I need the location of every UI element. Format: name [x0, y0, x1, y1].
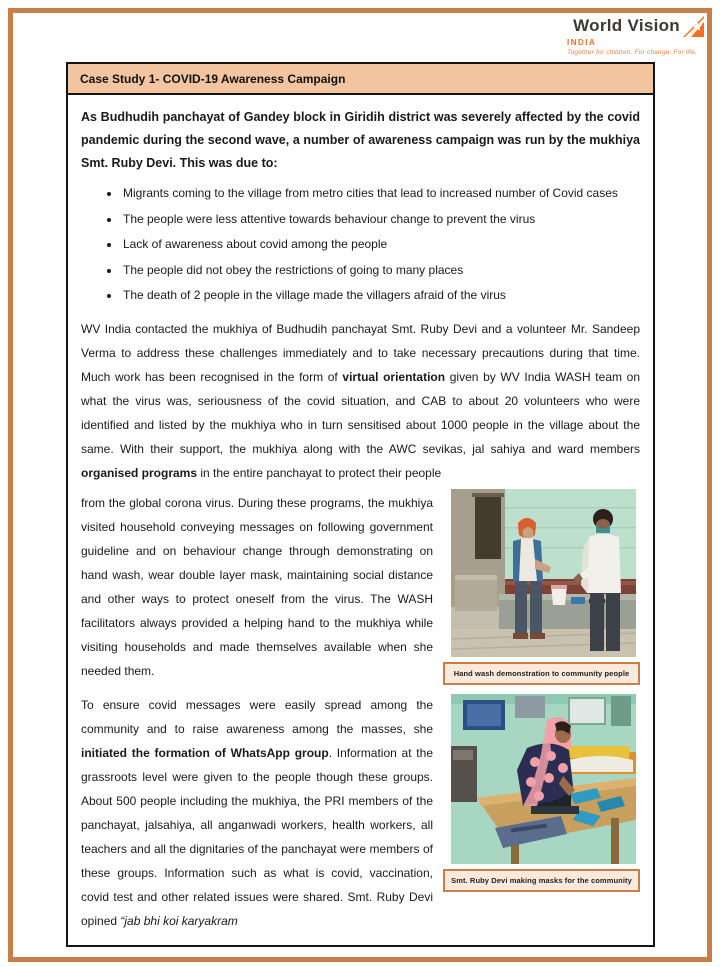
paragraph-response — [81, 317, 640, 485]
case-study-title: Case Study 1- COVID-19 Awareness Campaign — [68, 64, 653, 95]
paragraph-bold-text: virtual orientation — [342, 369, 446, 384]
bullet-item: • Lack of awareness about covid among the people — [121, 232, 640, 258]
reason-bullet-list — [81, 181, 640, 309]
mask-making-photo — [451, 694, 636, 864]
world-vision-logo — [554, 16, 704, 56]
bullet-item: • Migrants coming to the village from metro cities that lead to increased number of Covid cases — [121, 181, 640, 207]
case-study-table — [66, 62, 655, 947]
handwash-photo — [451, 489, 636, 657]
bullet-item: • The people did not obey the restrictions of going to many places — [121, 258, 640, 284]
logo-region-text: INDIA — [567, 38, 597, 47]
paragraph-text: To ensure covid messages were easily spread among the community and to raise awareness among the masses, she — [81, 697, 433, 736]
paragraph-response-continued: from the global corona virus. During these programs, the mukhiya visited household conveying messages on following government guideline and on behaviour change through demonstrating on hand wash, wear double layer mask, maintaining social distance and other ways to protect oneself from the virus. The WASH facilitators always provided a helping hand to the mukhiya while visiting households and made themselves available when she needed them. — [81, 495, 433, 678]
bullet-item: • The death of 2 people in the village made the villagers afraid of the virus — [121, 283, 640, 309]
photo-column — [443, 489, 640, 892]
paragraph-quote-text: “jab bhi koi karyakram — [120, 913, 238, 928]
mask-making-photo-caption: Smt. Ruby Devi making masks for the community — [443, 869, 640, 892]
paragraph-bold-text: initiated the formation of WhatsApp group — [81, 745, 329, 760]
logo-brand-text: World Vision — [573, 16, 680, 35]
paragraph-text: WV India contacted the mukhiya of Budhudih panchayat Smt. Ruby Devi and a volunteer Mr. Sandeep Verma to address these challenges immediately and to take necessary precautions during that time. Much work has been recognised in the form of — [81, 321, 640, 384]
intro-paragraph: As Budhudih panchayat of Gandey block in Giridih district was severely affected by the covid pandemic during the second wave, a number of awareness campaign was run by the mukhiya Smt. Ruby Devi. This was due to: — [81, 110, 640, 170]
case-study-body — [68, 95, 653, 945]
paragraph-text: given by WV India WASH team on what the virus was, seriousness of the covid situation, and CAB to about 20 volunteers who were identified and listed by the mukhiya who in turn sensitised about 1000 people in the village about the same. With their support, the mukhiya along with the AWC sevikas, jal sahiya and ward members — [81, 369, 640, 456]
world-vision-star-icon — [683, 16, 704, 37]
bullet-item: • The people were less attentive towards behaviour change to prevent the virus — [121, 207, 640, 233]
handwash-photo-caption: Hand wash demonstration to community people — [443, 662, 640, 685]
paragraph-text: . Information at the grassroots level were given to the people though these groups. About 500 people including the mukhiya, the PRI members of the panchayat, jalsahiya, all anganwadi workers, health workers, all teachers and all the dignitaries of the panchayat were members of these groups. Information such as what is covid, vaccination, covid test and other related issues were shared. Smt. Ruby Devi opined — [81, 745, 433, 928]
logo-tagline: Together for children. For change. For life. — [567, 49, 697, 56]
paragraph-bold-text: organised programs — [81, 465, 198, 480]
paragraph-text: in the entire panchayat to protect their people — [197, 465, 442, 480]
